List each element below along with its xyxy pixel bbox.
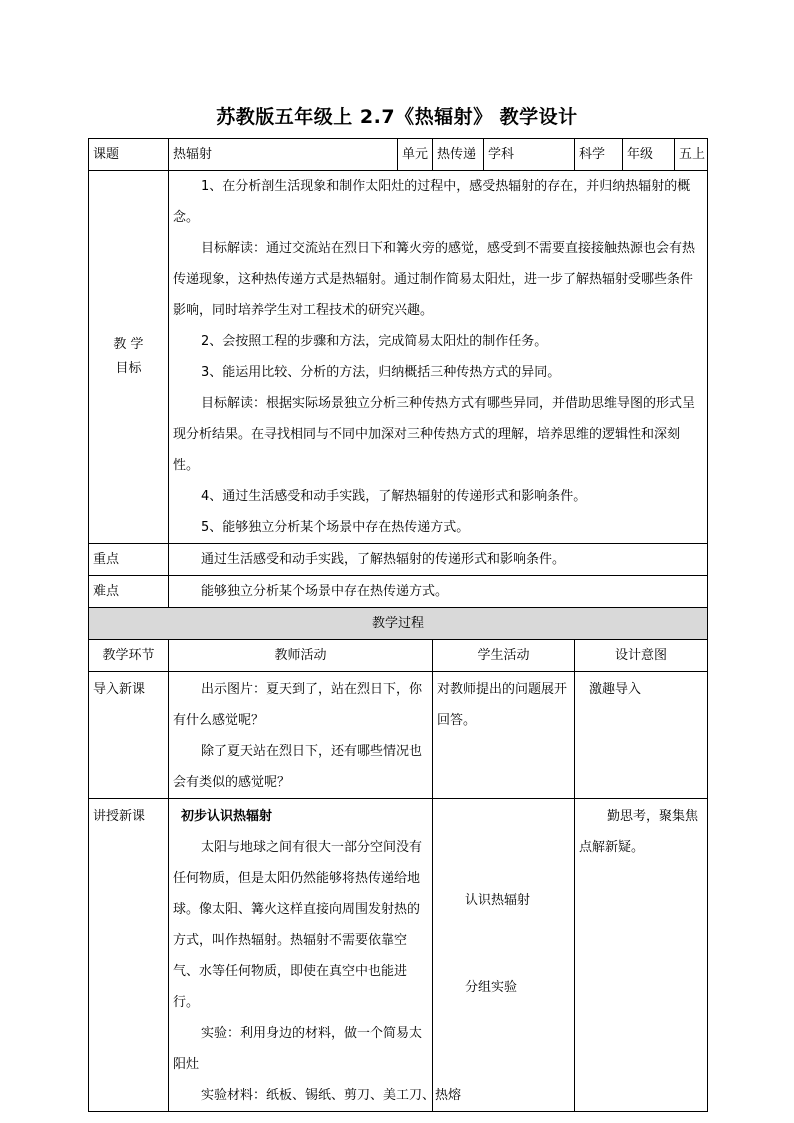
process-row-intro bbox=[89, 672, 708, 799]
teacher-text: 除了夏天站在烈日下，还有哪些情况也会有类似的感觉呢？ bbox=[173, 744, 423, 790]
subject-value: 科学 bbox=[575, 139, 623, 171]
design-intent-teaching bbox=[575, 799, 708, 1112]
unit-label: 单元 bbox=[398, 139, 433, 171]
teacher-text: 实验：利用身边的材料，做一个简易太阳灶 bbox=[173, 1026, 423, 1072]
process-heading: 教学过程 bbox=[89, 608, 708, 640]
goal-item: 2、会按照工程的步骤和方法，完成简易太阳灶的制作任务。 bbox=[201, 334, 548, 349]
col-intent-header: 设计意图 bbox=[575, 640, 708, 672]
intent-text: 勤思考，聚集焦点解新疑。 bbox=[579, 809, 699, 855]
student-activity-intro: 对教师提出的问题展开回答。 bbox=[433, 672, 575, 799]
document-title: 苏教版五年级上 2.7《热辐射》 教学设计 bbox=[216, 106, 578, 128]
goals-label-cell bbox=[89, 171, 169, 544]
unit-value: 热传递 bbox=[433, 139, 484, 171]
teacher-text: 出示图片：夏天到了，站在烈日下，你有什么感觉呢？ bbox=[173, 682, 423, 728]
stage-intro: 导入新课 bbox=[89, 672, 169, 799]
course-value: 热辐射 bbox=[169, 139, 398, 171]
teacher-activity-teaching bbox=[169, 799, 462, 1112]
teacher-text: 太阳与地球之间有很大一部分空间没有任何物质，但是太阳仍然能够将热传递给地球。像太阳、篝火这样直接向周围发射热的方式，叫作热辐射。热辐射不需要依靠空气、水等任何物质，即使在真空中也能进行。 bbox=[173, 840, 423, 1010]
teacher-section-heading: 初步认识热辐射 bbox=[181, 809, 273, 824]
subject-label: 学科 bbox=[484, 139, 575, 171]
goal-item: 1、在分析剖生活现象和制作太阳灶的过程中，感受热辐射的存在，并归纳热辐射的概念。 bbox=[173, 179, 691, 225]
col-student-header: 学生活动 bbox=[433, 640, 575, 672]
goals-content bbox=[169, 171, 708, 544]
goals-label-line1: 教 学 bbox=[113, 337, 144, 352]
difficulty-label: 难点 bbox=[89, 576, 169, 608]
student-text: 认识热辐射 bbox=[465, 893, 531, 908]
goals-row bbox=[89, 171, 708, 544]
grade-cell bbox=[623, 139, 708, 171]
design-intent-intro: 激趣导入 bbox=[575, 672, 708, 799]
goals-label-line2: 目标 bbox=[115, 361, 142, 376]
goal-item: 目标解读：根据实际场景独立分析三种传热方式有哪些异同，并借助思维导图的形式呈现分析结果。在寻找相同与不同中加深对三种传热方式的理解，培养思维的逻辑性和深刻性。 bbox=[173, 396, 696, 473]
process-columns-row bbox=[89, 640, 708, 672]
student-activity-teaching bbox=[433, 799, 575, 1112]
process-heading-row bbox=[89, 608, 708, 640]
lesson-plan-table bbox=[88, 138, 708, 1112]
difficulty-value: 能够独立分析某个场景中存在热传递方式。 bbox=[169, 576, 708, 608]
difficulty-row bbox=[89, 576, 708, 608]
teacher-activity-intro bbox=[169, 672, 433, 799]
col-stage-header: 教学环节 bbox=[89, 640, 169, 672]
course-info-row bbox=[89, 139, 708, 171]
course-label: 课题 bbox=[89, 139, 169, 171]
grade-label: 年级 bbox=[623, 139, 675, 170]
goal-item: 3、能运用比较、分析的方法，归纳概括三种传热方式的异同。 bbox=[201, 365, 561, 380]
key-point-row bbox=[89, 544, 708, 576]
grade-value: 五上 bbox=[679, 147, 706, 162]
goal-item: 目标解读：通过交流站在烈日下和篝火旁的感觉，感受到不需要直接接触热源也会有热传递现象，这种热传递方式是热辐射。通过制作简易太阳灶，进一步了解热辐射受哪些条件影响，同时培养学生对工程技术的研究兴趣。 bbox=[173, 241, 696, 318]
goal-item: 4、通过生活感受和动手实践，了解热辐射的传递形式和影响条件。 bbox=[201, 489, 587, 504]
stage-teaching: 讲授新课 bbox=[89, 799, 169, 1112]
student-text: 分组实验 bbox=[465, 980, 518, 995]
col-teacher-header: 教师活动 bbox=[169, 640, 433, 672]
teacher-text: 实验材料：纸板、锡纸、剪刀、美工刀、热熔 bbox=[201, 1088, 462, 1103]
key-point-label: 重点 bbox=[89, 544, 169, 576]
goal-item: 5、能够独立分析某个场景中存在热传递方式。 bbox=[201, 520, 470, 535]
key-point-value: 通过生活感受和动手实践，了解热辐射的传递形式和影响条件。 bbox=[169, 544, 708, 576]
process-row-teaching bbox=[89, 799, 708, 1112]
